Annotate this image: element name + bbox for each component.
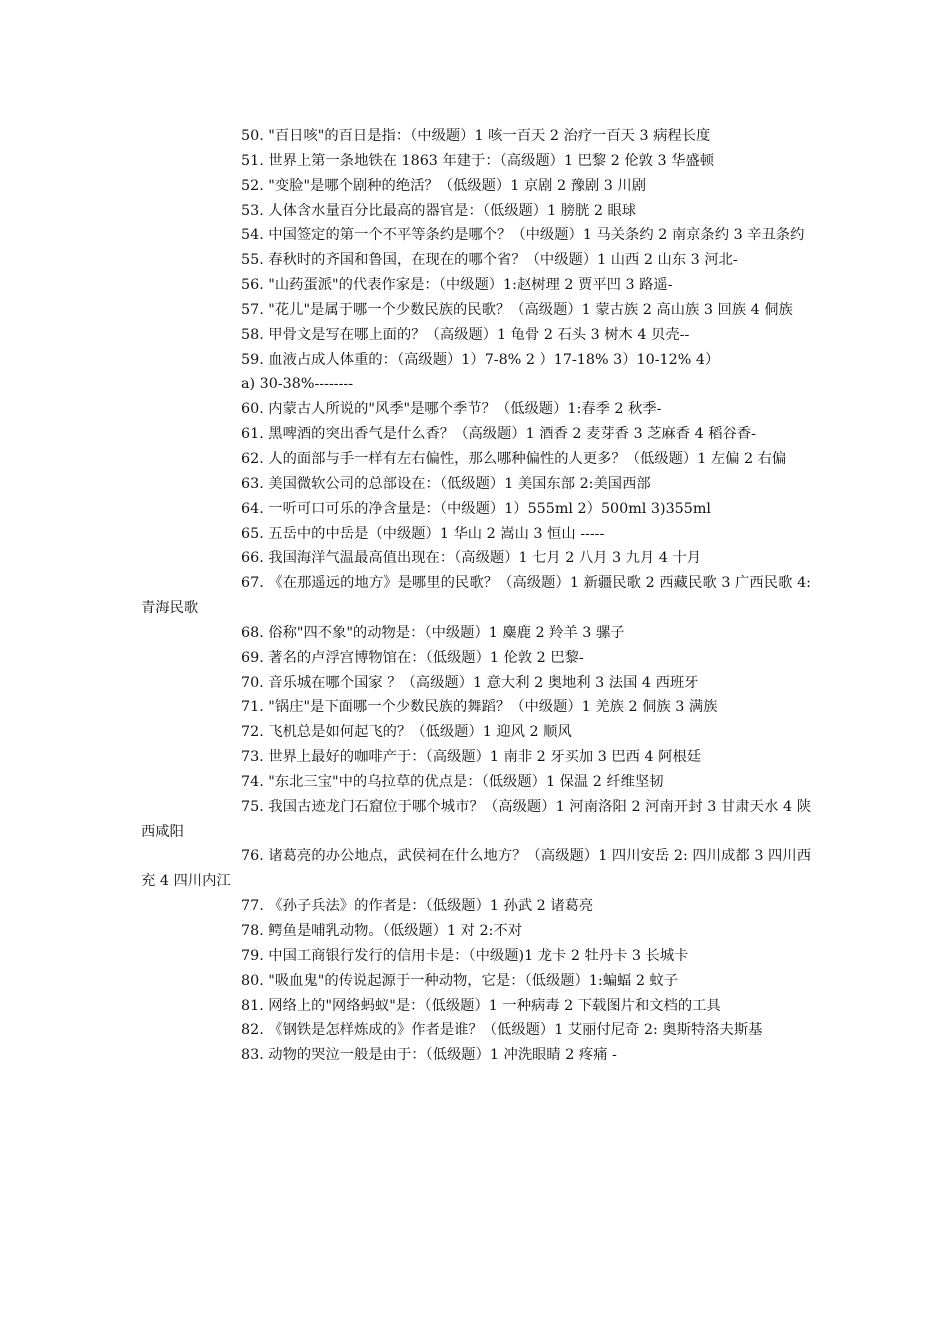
question-number: 60. — [241, 401, 264, 418]
question-number: 64. — [241, 500, 264, 517]
question-item — [141, 174, 811, 199]
question-text: 中国工商银行发行的信用卡是：（中级题)1 龙卡 2 牡丹卡 3 长城卡 — [268, 947, 689, 964]
question-number: 66. — [241, 550, 264, 567]
question-item — [141, 571, 811, 621]
question-text: 音乐城在哪个国家 ？（高级题）1 意大利 2 奥地利 3 法国 4 西班牙 — [268, 674, 699, 691]
question-number: 73. — [241, 749, 264, 766]
question-number: 67. — [241, 575, 264, 592]
question-item — [141, 497, 811, 522]
question-item — [141, 546, 811, 571]
question-text: "锅庄"是下面哪一个少数民族的舞蹈？（中级题）1 羌族 2 侗族 3 满族 — [268, 699, 718, 716]
question-number: 57. — [241, 301, 264, 318]
question-item — [141, 844, 811, 894]
question-item — [141, 795, 811, 845]
question-item — [141, 348, 811, 373]
question-text: 我国海洋气温最高值出现在：（高级题）1 七月 2 八月 3 九月 4 十月 — [268, 550, 702, 567]
question-number: 52. — [241, 177, 264, 194]
question-item — [141, 745, 811, 770]
question-text: "东北三宝"中的乌拉草的优点是：（低级题）1 保温 2 纤维坚韧 — [268, 773, 664, 790]
question-number: 51. — [241, 152, 264, 169]
question-number: 59. — [241, 351, 264, 368]
question-number: 58. — [241, 326, 264, 343]
question-number: 69. — [241, 649, 264, 666]
question-continuation — [141, 372, 811, 397]
question-item — [141, 298, 811, 323]
question-text: 春秋时的齐国和鲁国，在现在的哪个省？（中级题）1 山西 2 山东 3 河北- — [268, 252, 738, 269]
question-number: 62. — [241, 450, 264, 467]
question-text: "花儿"是属于哪一个少数民族的民歌？（高级题）1 蒙古族 2 高山族 3 回族 4 侗族 — [268, 301, 793, 318]
question-number: 71. — [241, 699, 264, 716]
question-text: 《孙子兵法》的作者是：（低级题）1 孙武 2 诸葛亮 — [268, 898, 594, 915]
question-item — [141, 621, 811, 646]
question-number: 79. — [241, 947, 264, 964]
question-text: "山药蛋派"的代表作家是：（中级题）1:赵树理 2 贾平凹 3 路遥- — [268, 277, 673, 294]
question-item — [141, 994, 811, 1019]
question-item — [141, 522, 811, 547]
question-number: 75. — [241, 798, 264, 815]
question-text: 飞机总是如何起飞的？（低级题）1 迎风 2 顺风 — [268, 724, 572, 741]
question-text: 五岳中的中岳是（中级题）1 华山 2 嵩山 3 恒山 ----- — [268, 525, 605, 542]
question-item — [141, 894, 811, 919]
question-number: 65. — [241, 525, 264, 542]
question-number: 53. — [241, 202, 264, 219]
question-item — [141, 149, 811, 174]
question-number: 76. — [241, 848, 264, 865]
question-text: 《在那遥远的地方》是哪里的民歌？（高级题）1 新疆民歌 2 西藏民歌 3 广西民歌 4: 青海民歌 — [141, 575, 811, 617]
question-text: 世界上第一条地铁在 1863 年建于：（高级题）1 巴黎 2 伦敦 3 华盛顿 — [268, 152, 715, 169]
question-item — [141, 944, 811, 969]
question-item — [141, 273, 811, 298]
question-text: 诸葛亮的办公地点，武侯祠在什么地方？（高级题）1 四川安岳 2: 四川成都 3 四川西充 4 四川内江 — [141, 848, 811, 890]
question-item — [141, 919, 811, 944]
question-text: 《钢铁是怎样炼成的》作者是谁？（低级题）1 艾丽付尼奇 2: 奥斯特洛夫斯基 — [268, 1022, 763, 1039]
question-number: 82. — [241, 1022, 264, 1039]
question-item — [141, 472, 811, 497]
question-item — [141, 646, 811, 671]
question-text: 世界上最好的咖啡产于：（高级题）1 南非 2 牙买加 3 巴西 4 阿根廷 — [268, 749, 702, 766]
question-text: 网络上的"网络蚂蚁"是：（低级题）1 一种病毒 2 下载图片和文档的工具 — [268, 997, 721, 1014]
question-text: 我国古迹龙门石窟位于哪个城市？（高级题）1 河南洛阳 2 河南开封 3 甘肃天水 4 陕西咸阳 — [141, 798, 812, 840]
question-item — [141, 199, 811, 224]
question-text: 人体含水量百分比最高的器官是：（低级题）1 膀胱 2 眼球 — [268, 202, 637, 219]
question-number: 55. — [241, 252, 264, 269]
question-item — [141, 695, 811, 720]
question-item — [141, 671, 811, 696]
question-text: 美国微软公司的总部设在：（低级题）1 美国东部 2:美国西部 — [268, 475, 651, 492]
question-text: 俗称"四不象"的动物是：（中级题）1 麋鹿 2 羚羊 3 骡子 — [268, 624, 625, 641]
question-text: 血液占成人体重的：（高级题）1）7-8% 2 ）17-18% 3）10-12% 4） — [268, 351, 720, 368]
question-number: 83. — [241, 1047, 264, 1064]
question-item — [141, 770, 811, 795]
question-number: 61. — [241, 426, 264, 443]
question-text: 动物的哭泣一般是由于：（低级题）1 冲洗眼睛 2 疼痛 - — [268, 1047, 617, 1064]
question-item — [141, 397, 811, 422]
question-text: a) 30-38%-------- — [241, 376, 354, 393]
question-number: 77. — [241, 898, 264, 915]
question-item — [141, 969, 811, 994]
question-text: 黑啤酒的突出香气是什么香？（高级题）1 酒香 2 麦芽香 3 芝麻香 4 稻谷香- — [268, 426, 756, 443]
question-item — [141, 1043, 811, 1068]
question-item — [141, 1018, 811, 1043]
question-text: "吸血鬼"的传说起源于一种动物，它是：（低级题）1:蝙蝠 2 蚊子 — [268, 972, 679, 989]
question-item — [141, 223, 811, 248]
question-text: 著名的卢浮宫博物馆在：（低级题）1 伦敦 2 巴黎- — [268, 649, 584, 666]
question-item — [141, 422, 811, 447]
question-number: 81. — [241, 997, 264, 1014]
question-item — [141, 124, 811, 149]
question-item — [141, 447, 811, 472]
question-number: 70. — [241, 674, 264, 691]
question-number: 78. — [241, 923, 264, 939]
question-number: 54. — [241, 227, 264, 244]
question-text: 鳄鱼是哺乳动物。（低级题）1 对 2:不对 — [268, 923, 522, 939]
question-text: "百日咳"的百日是指：（中级题）1 咳一百天 2 治疗一百天 3 病程长度 — [268, 128, 711, 144]
document-page — [141, 124, 811, 1068]
question-item — [141, 323, 811, 348]
question-text: 内蒙古人所说的"风季"是哪个季节？（低级题）1:春季 2 秋季- — [268, 401, 662, 418]
question-text: 甲骨文是写在哪上面的？（高级题）1 龟骨 2 石头 3 树木 4 贝壳-- — [268, 326, 690, 343]
question-number: 56. — [241, 277, 264, 294]
question-item — [141, 720, 811, 745]
question-text: 中国签定的第一个不平等条约是哪个？（中级题）1 马关条约 2 南京条约 3 辛丑条约 — [268, 227, 805, 244]
question-number: 74. — [241, 773, 264, 790]
question-number: 68. — [241, 624, 264, 641]
question-text: 一听可口可乐的净含量是：（中级题）1）555ml 2）500ml 3)355ml — [268, 500, 711, 517]
question-text: 人的面部与手一样有左右偏性，那么哪种偏性的人更多？（低级题）1 左偏 2 右偏 — [268, 450, 787, 467]
question-number: 63. — [241, 475, 264, 492]
question-number: 72. — [241, 724, 264, 741]
question-item — [141, 248, 811, 273]
question-number: 50. — [241, 128, 264, 144]
question-text: "变脸"是哪个剧种的绝活？（低级题）1 京剧 2 豫剧 3 川剧 — [268, 177, 646, 194]
question-number: 80. — [241, 972, 264, 989]
